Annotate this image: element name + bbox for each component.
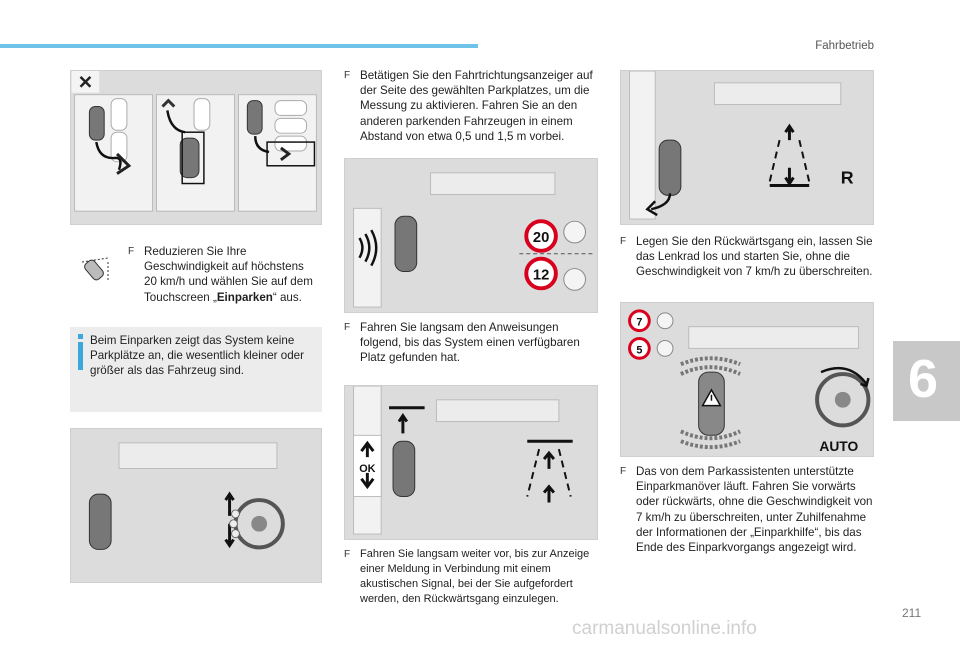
speed-sign-20: 20 xyxy=(532,229,550,246)
auto-label: AUTO xyxy=(819,438,859,455)
info-box xyxy=(70,327,322,412)
step-text: Legen Sie den Rückwärtsgang ein, lassen Sie das Lenkrad los und starten Sie, ohne die Geschwindigkeit von 7 km/h zu überschreiten. xyxy=(636,235,873,279)
step-bullet: F xyxy=(344,549,351,560)
step-bullet: F xyxy=(344,70,351,81)
reverse-label: R xyxy=(840,167,854,188)
step-reduce-speed xyxy=(128,244,318,305)
speed-sign-7: 7 xyxy=(636,316,643,329)
header-accent-bar xyxy=(0,44,478,48)
info-icon xyxy=(76,334,85,370)
speed-sign-5: 5 xyxy=(636,344,643,357)
ok-label: OK xyxy=(359,462,376,475)
step-forward xyxy=(344,547,599,607)
step-bullet: F xyxy=(344,322,351,333)
measure-illustration xyxy=(344,158,598,313)
step-bullet: F xyxy=(620,466,627,477)
step-bullet: F xyxy=(128,246,135,257)
reverse-illustration xyxy=(620,70,874,225)
step-text: Fahren Sie langsam den Anweisungen folgend, bis das System einen verfügbaren Platz gefunden hat. xyxy=(360,321,580,365)
step-bullet: F xyxy=(620,236,627,247)
car-slowing-icon xyxy=(78,252,114,284)
step-slow xyxy=(344,320,599,366)
info-text: Beim Einparken zeigt das System keine Parkplätze an, die wesentlich kleiner oder größer als das Fahrzeug sind. xyxy=(90,334,304,378)
chapter-number: 6 xyxy=(907,349,939,409)
parking-modes-illustration xyxy=(70,70,322,225)
step-text-part: “ aus. xyxy=(272,290,302,304)
step-text: Betätigen Sie den Fahrtrichtungsanzeiger auf der Seite des gewählten Parkplatzes, um die Messung zu aktivieren. Fahren Sie an den anderen parkenden Fahrzeugen in einem Abstand von etwa 0,5 und 1,5 m vorbei. xyxy=(360,69,593,143)
forward-illustration xyxy=(344,385,598,540)
speed-sign-12: 12 xyxy=(532,267,550,284)
assist-illustration xyxy=(620,302,874,457)
watermark: carmanualsonline.info xyxy=(572,618,757,639)
step-text-part: Reduzieren Sie Ihre Geschwindigkeit auf höchstens 20 km/h und wählen Sie auf dem Touchscreen „ xyxy=(144,245,313,304)
step-text: Das von dem Parkassistenten unterstützte Einparkmanöver läuft. Fahren Sie vorwärts oder rückwärts, ohne die Geschwindigkeit von 7 km/h zu überschreiten, unter Zuhilfenahme der Informationen der „Einparkhilfe“, bis das Ende des Einparkvorgangs angezeigt wird. xyxy=(636,465,873,555)
page-number: 211 xyxy=(902,606,922,620)
step-assist xyxy=(620,464,875,555)
steering-illustration xyxy=(70,428,322,583)
step-text-bold: Einparken xyxy=(216,290,273,304)
step-text: Fahren Sie langsam weiter vor, bis zur Anzeige einer Meldung in Verbindung mit einem akustischen Signal, bei der Sie aufgefordert werden, den Rückwärtsgang einzulegen. xyxy=(360,548,590,605)
section-title: Fahrbetrieb xyxy=(815,40,874,52)
step-indicator xyxy=(344,68,599,144)
step-reverse xyxy=(620,234,875,280)
